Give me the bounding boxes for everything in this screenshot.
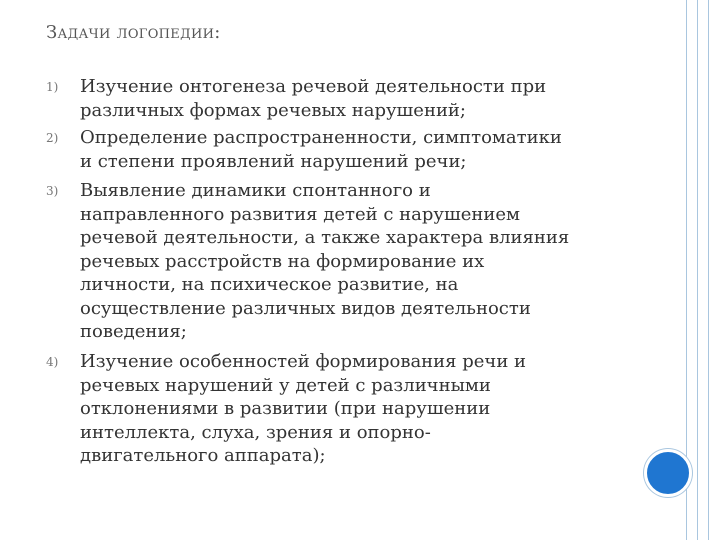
text-line: интеллекта, слуха, зрения и опорно- <box>80 421 431 443</box>
text-line: личности, на психическое развитие, на <box>80 274 459 295</box>
text-line: Выявление динамики спонтанного и <box>80 180 431 201</box>
text-line: осуществление различных видов деятельности <box>80 297 531 319</box>
list-item-number: 4) <box>46 355 59 369</box>
text-line: различных формах речевых нарушений; <box>80 99 466 121</box>
decorative-circle <box>644 449 692 497</box>
text-line: Изучение онтогенеза речевой деятельности при <box>80 76 547 97</box>
list-item-text <box>80 179 660 344</box>
text-line: речевых расстройств на формирование их <box>80 250 485 272</box>
text-line: отклонениями в развитии (при нарушении <box>80 398 491 419</box>
slide-title: Задачи логопедии: <box>46 22 221 43</box>
list-item-text <box>80 126 660 173</box>
text-line: направленного развития детей с нарушением <box>80 203 520 225</box>
slide-border-line <box>697 0 698 540</box>
text-line: двигательного аппарата); <box>80 445 326 466</box>
text-line: поведения; <box>80 321 187 342</box>
list-item-number: 3) <box>46 184 59 198</box>
list-item-number: 2) <box>46 131 59 145</box>
list-item-text <box>80 75 660 122</box>
text-line: речевой деятельности, а также характера влияния <box>80 227 570 248</box>
list-item-number: 1) <box>46 80 59 94</box>
text-line: Определение распространенности, симптоматики <box>80 127 562 148</box>
text-line: речевых нарушений у детей с различными <box>80 374 491 396</box>
slide-border-line <box>708 0 709 540</box>
list-item-text <box>80 350 660 468</box>
text-line: Изучение особенностей формирования речи и <box>80 351 527 372</box>
text-line: и степени проявлений нарушений речи; <box>80 150 467 172</box>
